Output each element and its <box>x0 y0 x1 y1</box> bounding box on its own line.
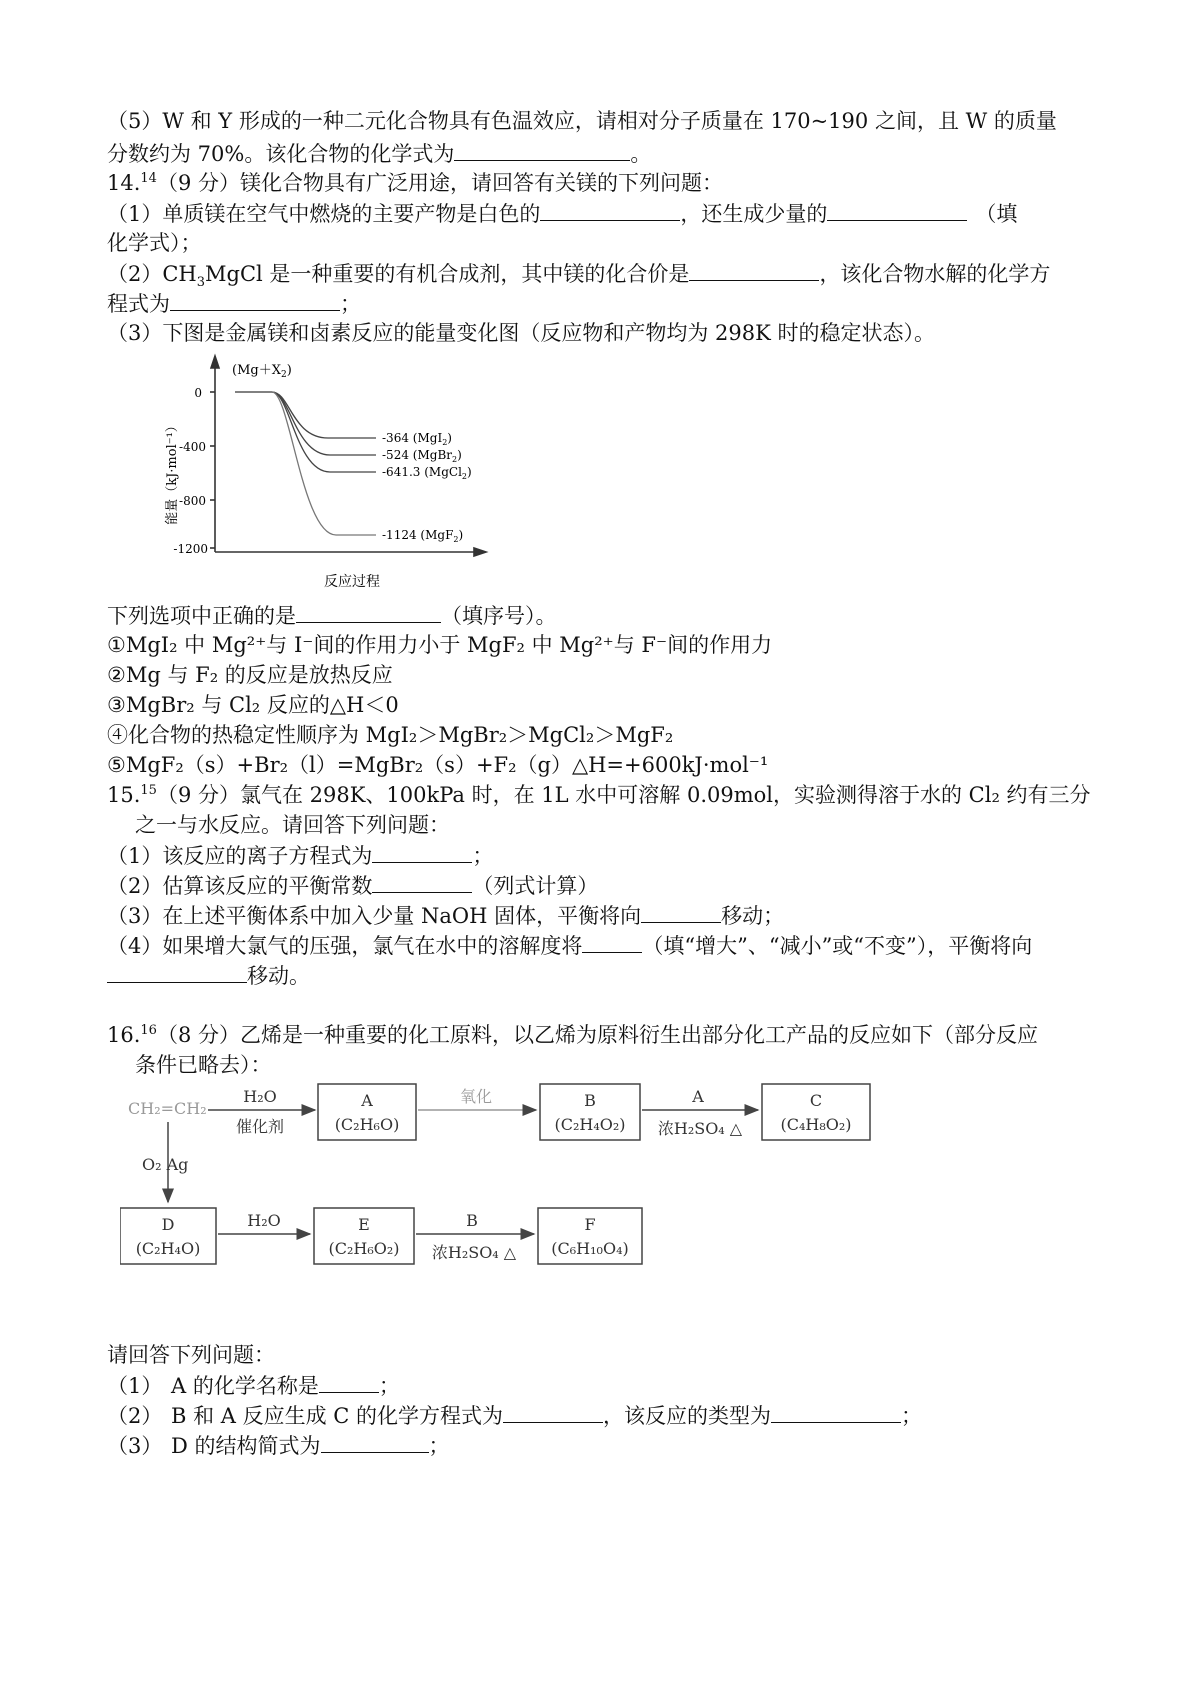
q16-part2-text-c: ； <box>901 1404 923 1428</box>
question-text: （9 分）氯气在 298K、100kPa 时，在 1L 水中可溶解 0.09mol，实验测得溶于水的 Cl₂ 约有三分 <box>156 783 1091 807</box>
q15-part3-text-a: （3）在上述平衡体系中加入少量 NaOH 固体，平衡将向 <box>107 904 642 928</box>
q14-heading <box>107 168 723 198</box>
answer-blank[interactable] <box>319 1370 379 1393</box>
arrow5-top-label: B <box>466 1211 478 1230</box>
arrow5-bottom-label: 浓H₂SO₄ △ <box>431 1243 517 1262</box>
reaction-flow-diagram <box>120 1078 890 1288</box>
q14-part2-line2 <box>107 288 361 319</box>
question-text: （8 分）乙烯是一种重要的化工原料，以乙烯为原料衍生出部分化工产品的反应如下（部分反应 <box>156 1023 1038 1047</box>
q14-choose-line <box>107 600 557 631</box>
question-number: 16. <box>107 1023 141 1047</box>
q14-part2-text-b1: 程式为 <box>107 292 170 316</box>
answer-blank[interactable] <box>540 198 680 221</box>
arrow2-top-label: 氧化 <box>459 1087 493 1106</box>
down-arrow-label: O₂ Ag <box>142 1155 189 1174</box>
q15-part1-text-a: （1）该反应的离子方程式为 <box>107 844 373 868</box>
q16-part3-text-b: ； <box>428 1434 450 1458</box>
curve-mgi2 <box>235 392 376 438</box>
q14-part2-text-b2: ； <box>340 292 361 316</box>
q15-part4-line1 <box>107 930 1032 961</box>
q14-part2-text-a3: ，该化合物水解的化学方 <box>819 262 1051 286</box>
q14-option-1: ①MgI₂ 中 Mg²⁺与 I⁻间的作用力小于 MgF₂ 中 Mg²⁺与 F⁻间的作用力 <box>107 633 773 657</box>
ytick-2: -800 <box>179 494 206 508</box>
question-number: 15. <box>107 783 141 807</box>
q16-part3 <box>107 1430 450 1461</box>
q16-part1-text-b: ； <box>378 1374 400 1398</box>
reactant-label: $(Mg+X_2)$ <box>232 363 292 380</box>
arrow1-top-label: H₂O <box>243 1087 277 1106</box>
q14-option-5: ⑤MgF₂（s）+Br₂（l）=MgBr₂（s）+F₂（g）△H=+600kJ·mol⁻¹ <box>107 753 769 777</box>
q16-heading-line2: 条件已略去）： <box>135 1053 272 1077</box>
box-a-formula: (C₂H₆O) <box>334 1115 400 1134</box>
q15-part4-line2 <box>107 960 310 991</box>
arrow3-bottom-label: 浓H₂SO₄ △ <box>657 1119 743 1138</box>
curve-label-mgcl2: -641.3 (MgCl$_2$) <box>382 465 472 481</box>
q16-ask: 请回答下列问题： <box>107 1343 275 1367</box>
q14-part1-line1 <box>107 198 1017 229</box>
q15-part2 <box>107 870 598 901</box>
box-e-formula: (C₂H₆O₂) <box>328 1239 400 1258</box>
question-sup: 14 <box>140 171 157 186</box>
q13-part5-line2 <box>107 138 651 169</box>
box-f-formula: (C₆H₁₀O₄) <box>551 1239 629 1258</box>
answer-blank[interactable] <box>372 840 472 863</box>
q16-part2-num: （2） <box>107 1404 163 1428</box>
question-sup: 16 <box>140 1023 157 1038</box>
q14-choose-text-b: （填序号）。 <box>441 604 557 628</box>
answer-blank[interactable] <box>372 870 472 893</box>
q16-part1-num: （1） <box>107 1374 163 1398</box>
q14-choose-text-a: 下列选项中正确的是 <box>107 604 296 628</box>
answer-blank[interactable] <box>827 198 967 221</box>
question-sup: 15 <box>140 783 157 798</box>
q15-part3 <box>107 900 784 931</box>
box-b-label: B <box>584 1091 596 1110</box>
box-f-label: F <box>584 1215 596 1234</box>
energy-diagram <box>150 352 510 592</box>
curve-mgcl2 <box>235 392 376 472</box>
ytick-0: 0 <box>194 386 202 400</box>
q14-part2-text-a2: MgCl 是一种重要的有机合成剂，其中镁的化合价是 <box>205 262 690 286</box>
answer-blank[interactable] <box>689 258 819 281</box>
y-axis-label: 能量（kJ·mol⁻¹） <box>165 419 180 525</box>
q14-part1-line2: 化学式）； <box>107 231 202 255</box>
q16-part2-text-a: B 和 A 反应生成 C 的化学方程式为 <box>171 1404 504 1428</box>
ethylene-label: CH₂=CH₂ <box>128 1099 207 1118</box>
curve-mgbr2 <box>235 392 376 455</box>
box-c-formula: (C₄H₈O₂) <box>780 1115 852 1134</box>
curve-label-mgi2: -364 (MgI$_2$) <box>382 431 452 447</box>
answer-blank[interactable] <box>771 1400 901 1423</box>
q13-part5-text: 分数约为 70%。该化合物的化学式为 <box>107 142 455 166</box>
answer-blank[interactable] <box>296 600 441 623</box>
q15-heading-line2: 之一与水反应。请回答下列问题： <box>135 813 450 837</box>
q15-part2-text-b: （列式计算） <box>472 874 599 898</box>
q14-part1-text-b: ，还生成少量的 <box>680 202 828 226</box>
q15-part1 <box>107 840 493 871</box>
ytick-3: -1200 <box>173 542 208 556</box>
arrow3-top-label: A <box>692 1087 704 1106</box>
answer-blank[interactable] <box>641 900 721 923</box>
answer-blank[interactable] <box>321 1430 429 1453</box>
q15-part4-text-c: 移动。 <box>247 964 310 988</box>
answer-blank[interactable] <box>170 288 340 311</box>
box-c-label: C <box>809 1091 823 1110</box>
q16-part3-text-a: D 的结构简式为 <box>171 1434 321 1458</box>
answer-blank[interactable] <box>582 930 642 953</box>
q15-part4-text-a: （4）如果增大氯气的压强，氯气在水中的溶解度将 <box>107 934 583 958</box>
q15-part4-text-b: （填“增大”、“减小”或“不变”），平衡将向 <box>642 934 1033 958</box>
box-d-formula: (C₂H₄O) <box>135 1239 201 1258</box>
q15-part2-text-a: （2）估算该反应的平衡常数 <box>107 874 373 898</box>
ytick-1: -400 <box>179 440 206 454</box>
arrow1-bottom-label: 催化剂 <box>235 1117 285 1136</box>
q14-option-3: ③MgBr₂ 与 Cl₂ 反应的△H＜0 <box>107 693 399 717</box>
q16-part2-text-b: ，该反应的类型为 <box>603 1404 772 1428</box>
q14-part2-text-a1: （2）CH <box>107 262 197 286</box>
q16-part3-num: （3） <box>107 1434 163 1458</box>
q14-option-4: ④化合物的热稳定性顺序为 MgI₂＞MgBr₂＞MgCl₂＞MgF₂ <box>107 723 674 747</box>
answer-blank[interactable] <box>503 1400 603 1423</box>
q16-part2 <box>107 1400 922 1431</box>
q14-part2-line1 <box>107 258 1050 289</box>
q16-part1 <box>107 1370 400 1401</box>
q16-part1-text-a: A 的化学名称是 <box>171 1374 319 1398</box>
energy-curves <box>235 392 376 535</box>
answer-blank[interactable] <box>107 960 247 983</box>
q14-part2-sub: 3 <box>196 275 206 291</box>
q14-part1-text-c: （填 <box>975 202 1018 226</box>
curve-label-mgf2: -1124 (MgF$_2$) <box>382 528 464 544</box>
curve-label-mgbr2: -524 (MgBr$_2$) <box>382 448 462 464</box>
q15-part3-text-b: 移动； <box>721 904 785 928</box>
box-e-label: E <box>358 1215 370 1234</box>
q13-part5-end: 。 <box>630 142 652 166</box>
q14-part1-text-a: （1）单质镁在空气中燃烧的主要产物是白色的 <box>107 202 541 226</box>
q15-part1-text-b: ； <box>472 844 494 868</box>
q13-part5-line1: （5）W 和 Y 形成的一种二元化合物具有色温效应，请相对分子质量在 170~190 之间，且 W 的质量 <box>107 109 1057 133</box>
box-d-label: D <box>161 1215 175 1234</box>
q14-part3: （3）下图是金属镁和卤素反应的能量变化图（反应物和产物均为 298K 时的稳定状态）。 <box>107 321 935 345</box>
answer-blank[interactable] <box>454 138 630 161</box>
box-b-formula: (C₂H₄O₂) <box>554 1115 626 1134</box>
arrow4-top-label: H₂O <box>247 1211 281 1230</box>
x-axis-label: 反应过程 <box>324 574 380 590</box>
question-text: （9 分）镁化合物具有广泛用途，请回答有关镁的下列问题： <box>156 171 723 195</box>
q16-heading <box>107 1020 1038 1050</box>
curve-mgf2 <box>235 392 376 535</box>
question-number: 14. <box>107 171 141 195</box>
box-a-label: A <box>361 1091 373 1110</box>
q15-heading <box>107 780 1091 810</box>
q14-option-2: ②Mg 与 F₂ 的反应是放热反应 <box>107 663 393 687</box>
